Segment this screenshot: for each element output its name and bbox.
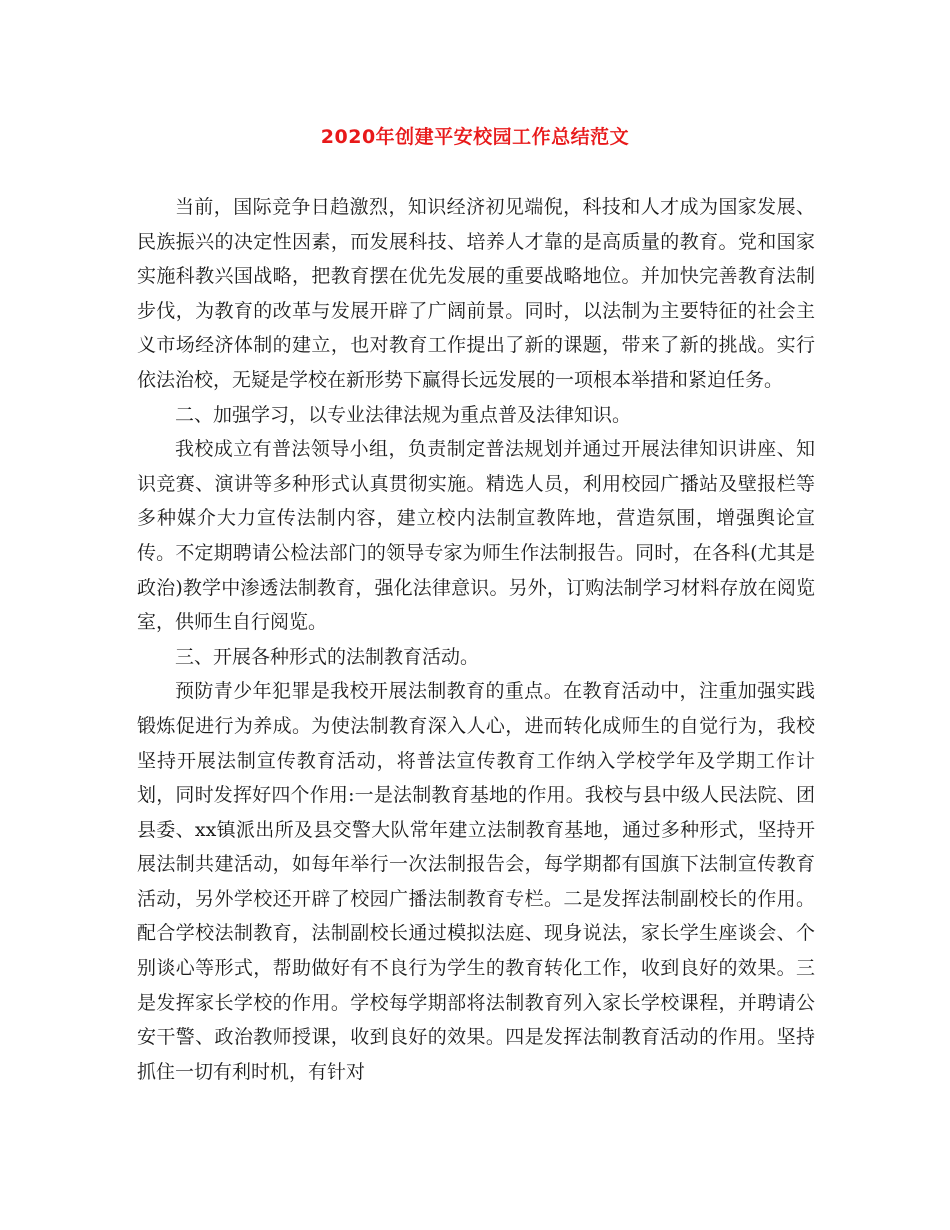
document-title: 2020年创建平安校园工作总结范文 [320, 126, 630, 148]
paragraph-section-3: 预防青少年犯罪是我校开展法制教育的重点。在教育活动中，注重加强实践锻炼促进行为养成。为使法制教育深入人心，进而转化成师生的自觉行为，我校坚持开展法制宣传教育活动，将普法宣传教育工作纳入学校学年及学期工作计划，同时发挥好四个作用:一是法制教育基地的作用。我校与县中级人民法院、团县委、xx镇派出所及县交警大队常年建立法制教育基地，通过多种形式，坚持开展法制共建活动，如每年举行一次法制报告会，每学期都有国旗下法制宣传教育活动，另外学校还开辟了校园广播法制教育专栏。二是发挥法制副校长的作用。配合学校法制教育，法制副校长通过模拟法庭、现身说法，家长学生座谈会、个别谈心等形式，帮助做好有不良行为学生的教育转化工作，收到良好的效果。三是发挥家长学校的作用。学校每学期部将法制教育列入家长学校课程，并聘请公安干警、政治教师授课，收到良好的效果。四是发挥法制教育活动的作用。坚持抓住一切有利时机，有针对 [137, 680, 815, 1083]
paragraph-section-2: 我校成立有普法领导小组，负责制定普法规划并通过开展法律知识讲座、知识竞赛、演讲等多种形式认真贯彻实施。精选人员，利用校园广播站及壁报栏等多种媒介大力宣传法制内容，建立校内法制宣教阵地，营造氛围，增强舆论宣传。不定期聘请公检法部门的领导专家为师生作法制报告。同时，在各科(尤其是政治)教学中渗透法制教育，强化法律意识。另外，订购法制学习材料存放在阅览室，供师生自行阅览。 [137, 438, 815, 634]
section-heading-2: 二、加强学习，以专业法律法规为重点普及法律知识。 [175, 403, 632, 426]
document-body [137, 190, 815, 1089]
paragraph-intro: 当前，国际竞争日趋激烈，知识经济初见端倪，科技和人才成为国家发展、民族振兴的决定性因素，而发展科技、培养人才靠的是高质量的教育。党和国家实施科教兴国战略，把教育摆在优先发展的重要战略地位。并加快完善教育法制步伐，为教育的改革与发展开辟了广阔前景。同时，以法制为主要特征的社会主义市场经济体制的建立，也对教育工作提出了新的课题，带来了新的挑战。实行依法治校，无疑是学校在新形势下赢得长远发展的一项根本举措和紧迫任务。 [137, 196, 815, 391]
section-heading-3: 三、开展各种形式的法制教育活动。 [175, 645, 480, 668]
